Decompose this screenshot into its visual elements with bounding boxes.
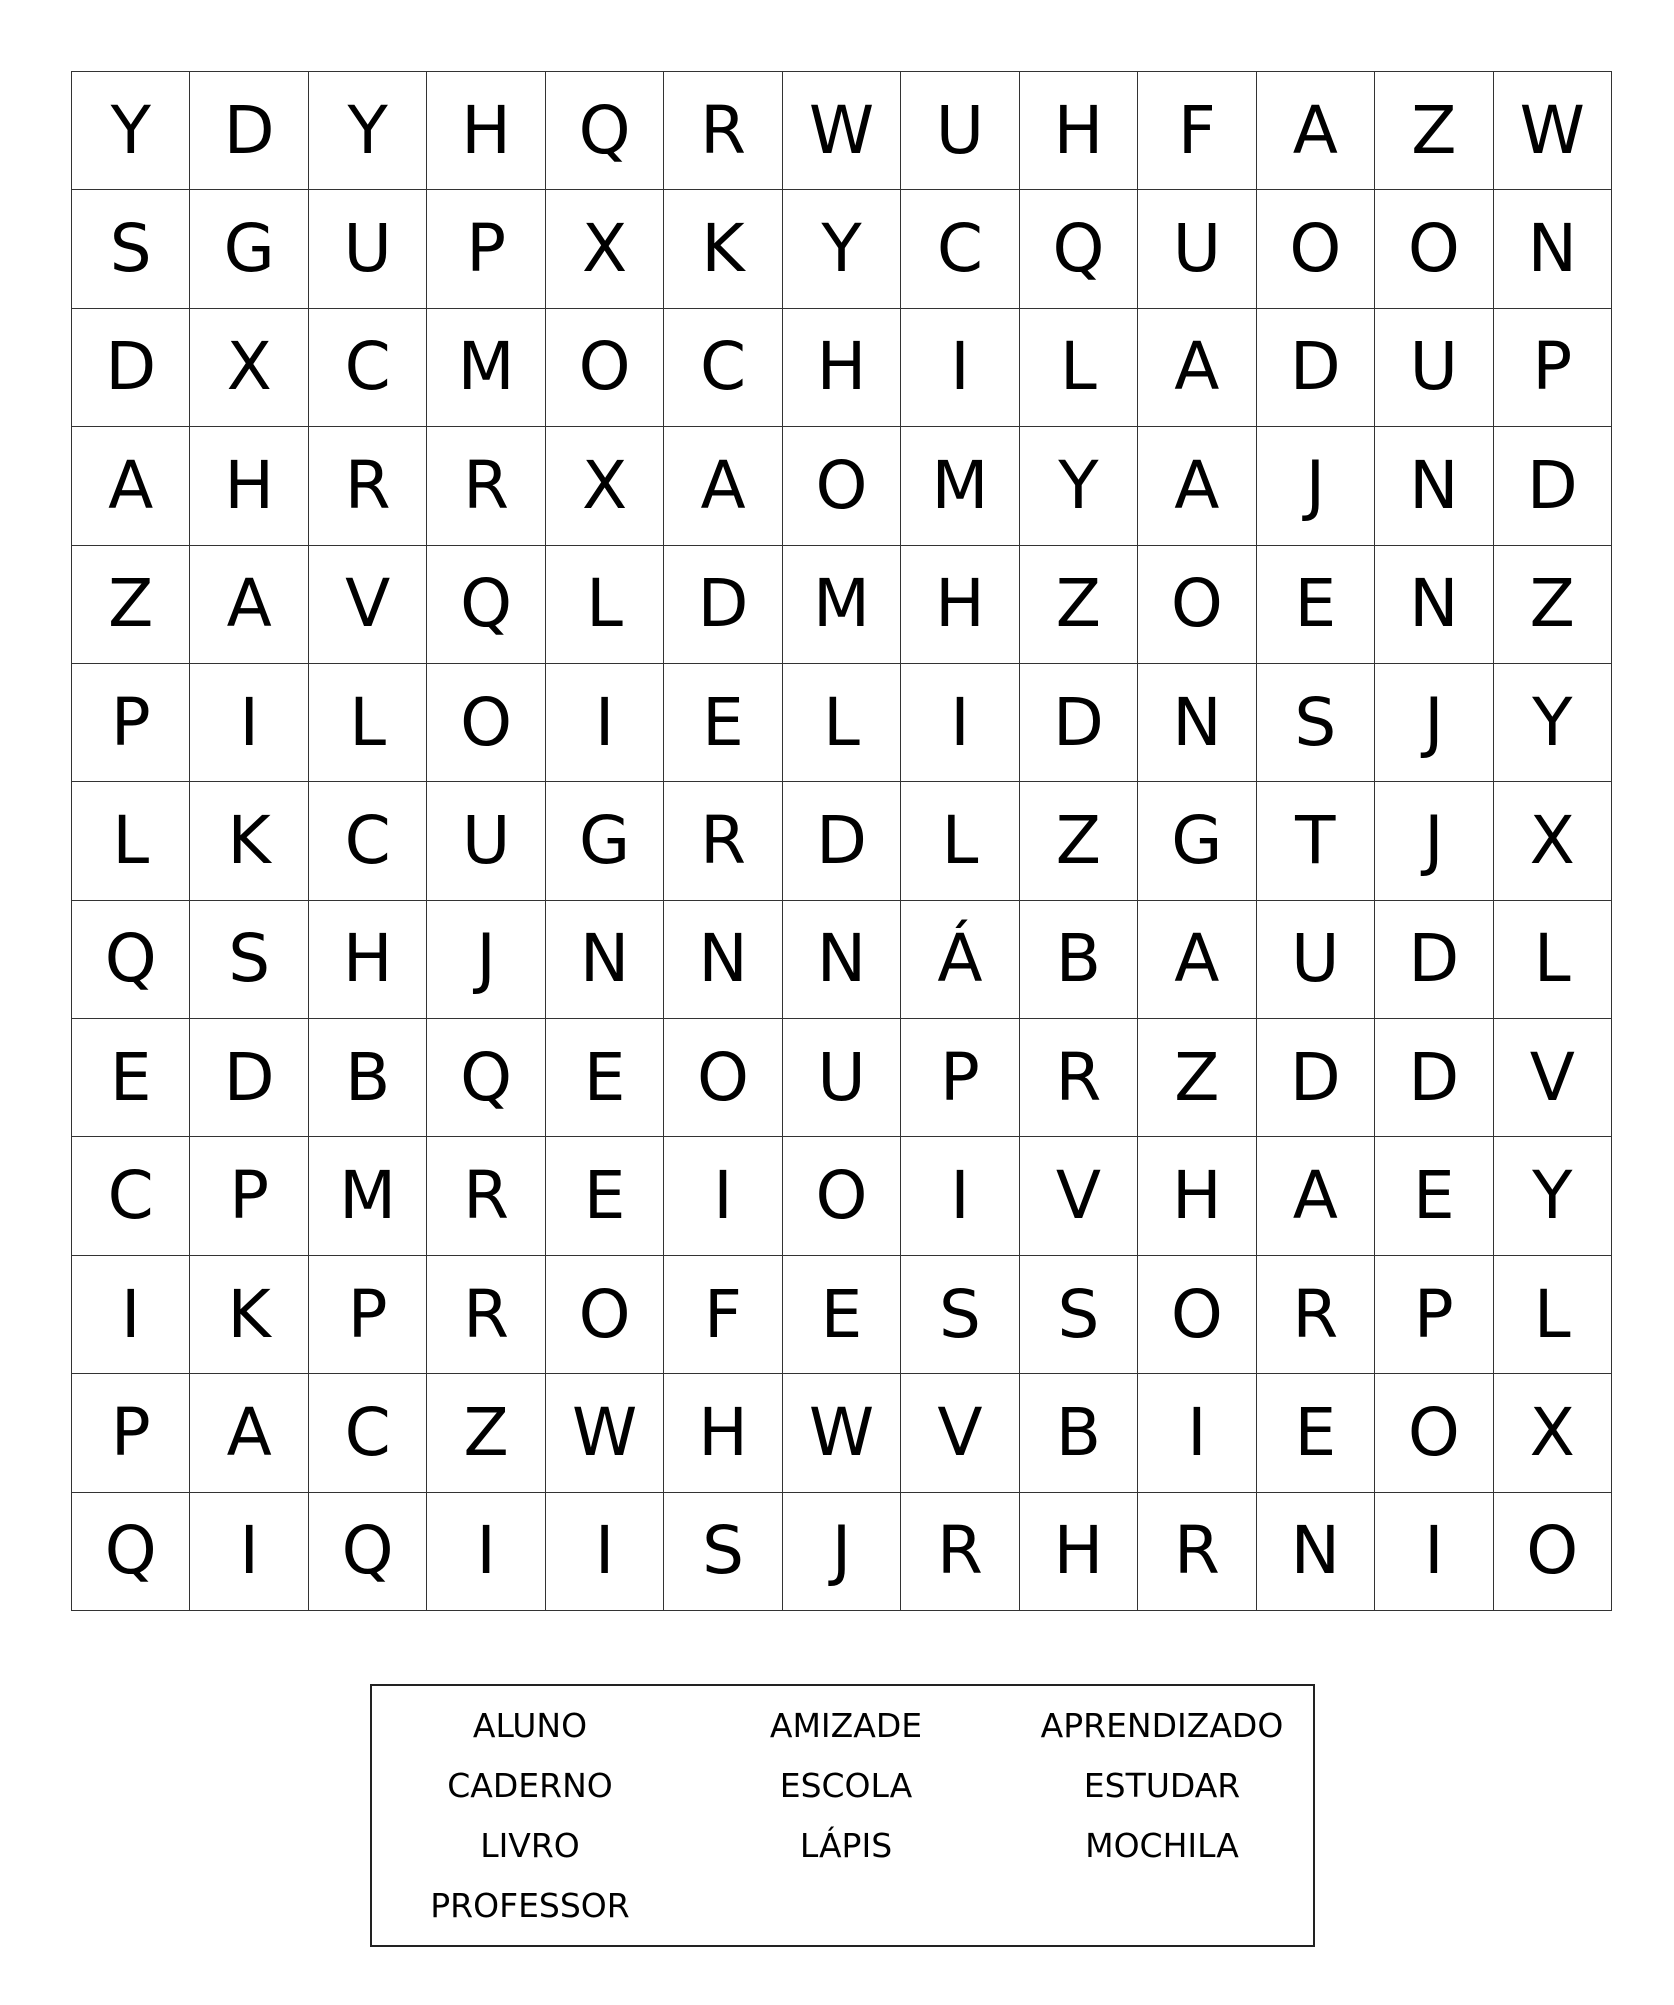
grid-cell[interactable]: U xyxy=(783,1019,901,1137)
grid-cell[interactable]: I xyxy=(546,664,664,782)
grid-cell[interactable]: T xyxy=(1257,782,1375,900)
grid-cell[interactable]: I xyxy=(1375,1493,1493,1611)
grid-cell[interactable]: I xyxy=(664,1137,782,1255)
grid-cell[interactable]: G xyxy=(546,782,664,900)
grid-cell[interactable]: O xyxy=(1375,190,1493,308)
grid-cell[interactable]: W xyxy=(546,1374,664,1492)
grid-cell[interactable]: H xyxy=(901,546,1019,664)
grid-cell[interactable]: A xyxy=(72,427,190,545)
grid-cell[interactable]: P xyxy=(72,1374,190,1492)
grid-cell[interactable]: M xyxy=(901,427,1019,545)
grid-cell[interactable]: H xyxy=(664,1374,782,1492)
grid-cell[interactable]: R xyxy=(664,72,782,190)
grid-cell[interactable]: C xyxy=(309,309,427,427)
grid-cell[interactable]: O xyxy=(1375,1374,1493,1492)
grid-cell[interactable]: U xyxy=(1375,309,1493,427)
grid-cell[interactable]: Y xyxy=(1494,1137,1612,1255)
grid-cell[interactable]: R xyxy=(1138,1493,1256,1611)
grid-cell[interactable]: F xyxy=(1138,72,1256,190)
grid-cell[interactable]: H xyxy=(1020,72,1138,190)
grid-cell[interactable]: U xyxy=(1257,901,1375,1019)
grid-cell[interactable]: O xyxy=(783,427,901,545)
grid-cell[interactable]: O xyxy=(664,1019,782,1137)
grid-cell[interactable]: N xyxy=(1138,664,1256,782)
grid-cell[interactable]: P xyxy=(72,664,190,782)
grid-cell[interactable]: N xyxy=(664,901,782,1019)
grid-cell[interactable]: G xyxy=(1138,782,1256,900)
word-item: ALUNO xyxy=(472,1706,588,1745)
grid-cell[interactable]: I xyxy=(190,1493,308,1611)
grid-cell[interactable]: L xyxy=(1494,901,1612,1019)
grid-cell[interactable]: P xyxy=(309,1256,427,1374)
grid-cell[interactable]: X xyxy=(546,427,664,545)
grid-cell[interactable]: K xyxy=(190,782,308,900)
grid-cell[interactable]: A xyxy=(1138,427,1256,545)
grid-cell[interactable]: G xyxy=(190,190,308,308)
grid-cell[interactable]: V xyxy=(1020,1137,1138,1255)
grid-cell[interactable]: D xyxy=(1375,901,1493,1019)
grid-cell[interactable]: R xyxy=(901,1493,1019,1611)
grid-cell[interactable]: Z xyxy=(1138,1019,1256,1137)
grid-cell[interactable]: A xyxy=(190,1374,308,1492)
letter-grid xyxy=(71,71,1612,1611)
grid-cell[interactable]: D xyxy=(190,72,308,190)
grid-cell[interactable]: C xyxy=(901,190,1019,308)
grid-cell[interactable]: D xyxy=(1494,427,1612,545)
grid-cell[interactable]: Z xyxy=(72,546,190,664)
grid-cell[interactable]: H xyxy=(1138,1137,1256,1255)
grid-cell[interactable]: K xyxy=(664,190,782,308)
grid-cell[interactable]: A xyxy=(1138,309,1256,427)
grid-cell[interactable]: O xyxy=(1138,1256,1256,1374)
grid-cell[interactable]: Q xyxy=(427,1019,545,1137)
word-list xyxy=(372,1706,1313,1946)
grid-cell[interactable]: X xyxy=(1494,1374,1612,1492)
grid-cell[interactable]: D xyxy=(783,782,901,900)
grid-cell[interactable]: D xyxy=(1020,664,1138,782)
grid-cell[interactable]: P xyxy=(190,1137,308,1255)
grid-cell[interactable]: D xyxy=(72,309,190,427)
grid-cell[interactable]: O xyxy=(1494,1493,1612,1611)
word-item: MOCHILA xyxy=(1085,1826,1239,1865)
grid-cell[interactable]: O xyxy=(546,309,664,427)
grid-cell[interactable]: M xyxy=(783,546,901,664)
word-item: LÁPIS xyxy=(799,1826,893,1865)
grid-cell[interactable]: O xyxy=(1257,190,1375,308)
grid-cell[interactable]: R xyxy=(1020,1019,1138,1137)
grid-cell[interactable]: Á xyxy=(901,901,1019,1019)
grid-cell[interactable]: Q xyxy=(72,901,190,1019)
grid-cell[interactable]: A xyxy=(1257,1137,1375,1255)
grid-cell[interactable]: X xyxy=(190,309,308,427)
grid-cell[interactable]: A xyxy=(664,427,782,545)
grid-cell[interactable]: J xyxy=(783,1493,901,1611)
grid-cell[interactable]: Q xyxy=(427,546,545,664)
grid-cell[interactable]: H xyxy=(1020,1493,1138,1611)
grid-cell[interactable]: C xyxy=(72,1137,190,1255)
grid-cell[interactable]: L xyxy=(783,664,901,782)
grid-cell[interactable]: Y xyxy=(72,72,190,190)
grid-cell[interactable]: Z xyxy=(1020,782,1138,900)
grid-cell[interactable]: J xyxy=(1375,782,1493,900)
grid-cell[interactable]: N xyxy=(1257,1493,1375,1611)
grid-cell[interactable]: W xyxy=(1494,72,1612,190)
grid-cell[interactable]: L xyxy=(546,546,664,664)
word-item: PROFESSOR xyxy=(430,1886,630,1925)
grid-cell[interactable]: W xyxy=(783,1374,901,1492)
grid-cell[interactable]: O xyxy=(546,1256,664,1374)
word-item: APRENDIZADO xyxy=(1040,1706,1284,1745)
word-item: ESTUDAR xyxy=(1083,1766,1241,1805)
grid-cell[interactable]: E xyxy=(1257,1374,1375,1492)
grid-cell[interactable]: Y xyxy=(1020,427,1138,545)
grid-cell[interactable]: N xyxy=(546,901,664,1019)
grid-cell[interactable]: M xyxy=(427,309,545,427)
grid-cell[interactable]: L xyxy=(1020,309,1138,427)
grid-cell[interactable]: N xyxy=(1375,427,1493,545)
grid-cell[interactable]: P xyxy=(427,190,545,308)
grid-cell[interactable]: L xyxy=(901,782,1019,900)
grid-cell[interactable]: K xyxy=(190,1256,308,1374)
grid-cell[interactable]: Z xyxy=(1494,546,1612,664)
grid-cell[interactable]: Z xyxy=(1020,546,1138,664)
grid-cell[interactable]: E xyxy=(783,1256,901,1374)
grid-cell[interactable]: P xyxy=(1494,309,1612,427)
grid-cell[interactable]: E xyxy=(1257,546,1375,664)
grid-cell[interactable]: C xyxy=(309,1374,427,1492)
grid-cell[interactable]: X xyxy=(1494,782,1612,900)
grid-cell[interactable]: A xyxy=(1257,72,1375,190)
grid-cell[interactable]: S xyxy=(190,901,308,1019)
grid-cell[interactable]: Q xyxy=(309,1493,427,1611)
grid-cell[interactable]: R xyxy=(309,427,427,545)
grid-cell[interactable]: J xyxy=(427,901,545,1019)
grid-cell[interactable]: E xyxy=(72,1019,190,1137)
word-item: AMIZADE xyxy=(769,1706,923,1745)
grid-cell[interactable]: S xyxy=(1020,1256,1138,1374)
grid-cell[interactable]: L xyxy=(309,664,427,782)
grid-cell[interactable]: D xyxy=(1257,309,1375,427)
grid-cell[interactable]: J xyxy=(1375,664,1493,782)
grid-cell[interactable]: A xyxy=(190,546,308,664)
grid-cell[interactable]: Y xyxy=(1494,664,1612,782)
grid-cell[interactable]: H xyxy=(783,309,901,427)
grid-cell[interactable]: J xyxy=(1257,427,1375,545)
grid-cell[interactable]: I xyxy=(72,1256,190,1374)
grid-cell[interactable]: B xyxy=(1020,901,1138,1019)
grid-cell[interactable]: L xyxy=(1494,1256,1612,1374)
grid-cell[interactable]: I xyxy=(901,1137,1019,1255)
grid-cell[interactable]: H xyxy=(309,901,427,1019)
grid-cell[interactable]: R xyxy=(427,1137,545,1255)
grid-cell[interactable]: Q xyxy=(546,72,664,190)
grid-cell[interactable]: R xyxy=(427,427,545,545)
grid-cell[interactable]: Y xyxy=(783,190,901,308)
word-item: CADERNO xyxy=(447,1766,613,1805)
grid-cell[interactable]: D xyxy=(1257,1019,1375,1137)
grid-cell[interactable]: E xyxy=(546,1137,664,1255)
grid-cell[interactable]: N xyxy=(783,901,901,1019)
grid-cell[interactable]: F xyxy=(664,1256,782,1374)
grid-cell[interactable]: I xyxy=(546,1493,664,1611)
grid-cell[interactable]: S xyxy=(1257,664,1375,782)
grid-cell[interactable]: X xyxy=(546,190,664,308)
grid-cell[interactable]: E xyxy=(664,664,782,782)
grid-cell[interactable]: I xyxy=(190,664,308,782)
grid-cell[interactable]: D xyxy=(190,1019,308,1137)
grid-cell[interactable]: I xyxy=(427,1493,545,1611)
grid-cell[interactable]: Q xyxy=(72,1493,190,1611)
grid-cell[interactable]: W xyxy=(783,72,901,190)
grid-cell[interactable]: E xyxy=(546,1019,664,1137)
grid-cell[interactable]: C xyxy=(309,782,427,900)
grid-cell[interactable]: Q xyxy=(1020,190,1138,308)
grid-cell[interactable]: N xyxy=(1375,546,1493,664)
grid-cell[interactable]: A xyxy=(1138,901,1256,1019)
grid-cell[interactable]: R xyxy=(427,1256,545,1374)
grid-cell[interactable]: R xyxy=(664,782,782,900)
grid-cell[interactable]: Z xyxy=(427,1374,545,1492)
grid-cell[interactable]: S xyxy=(901,1256,1019,1374)
grid-cell[interactable]: D xyxy=(664,546,782,664)
grid-cell[interactable]: U xyxy=(427,782,545,900)
grid-cell[interactable]: D xyxy=(1375,1019,1493,1137)
grid-cell[interactable]: I xyxy=(901,309,1019,427)
grid-cell[interactable]: M xyxy=(309,1137,427,1255)
grid-cell[interactable]: V xyxy=(901,1374,1019,1492)
grid-cell[interactable]: O xyxy=(783,1137,901,1255)
grid-cell[interactable]: E xyxy=(1375,1137,1493,1255)
grid-cell[interactable]: L xyxy=(72,782,190,900)
word-item: LIVRO xyxy=(480,1826,580,1865)
grid-cell[interactable]: O xyxy=(1138,546,1256,664)
grid-cell[interactable]: C xyxy=(664,309,782,427)
grid-cell[interactable]: U xyxy=(309,190,427,308)
grid-cell[interactable]: U xyxy=(1138,190,1256,308)
grid-cell[interactable]: B xyxy=(1020,1374,1138,1492)
grid-cell[interactable]: S xyxy=(72,190,190,308)
grid-cell[interactable]: P xyxy=(901,1019,1019,1137)
grid-cell[interactable]: P xyxy=(1375,1256,1493,1374)
grid-cell[interactable]: V xyxy=(309,546,427,664)
grid-cell[interactable]: U xyxy=(901,72,1019,190)
grid-cell[interactable]: I xyxy=(1138,1374,1256,1492)
grid-cell[interactable]: V xyxy=(1494,1019,1612,1137)
grid-cell[interactable]: B xyxy=(309,1019,427,1137)
grid-cell[interactable]: R xyxy=(1257,1256,1375,1374)
grid-cell[interactable]: H xyxy=(427,72,545,190)
grid-cell[interactable]: Z xyxy=(1375,72,1493,190)
grid-cell[interactable]: Y xyxy=(309,72,427,190)
word-list-box xyxy=(370,1684,1315,1947)
grid-cell[interactable]: S xyxy=(664,1493,782,1611)
grid-cell[interactable]: H xyxy=(190,427,308,545)
word-item: ESCOLA xyxy=(779,1766,913,1805)
grid-cell[interactable]: O xyxy=(427,664,545,782)
grid-cell[interactable]: N xyxy=(1494,190,1612,308)
grid-cell[interactable]: I xyxy=(901,664,1019,782)
